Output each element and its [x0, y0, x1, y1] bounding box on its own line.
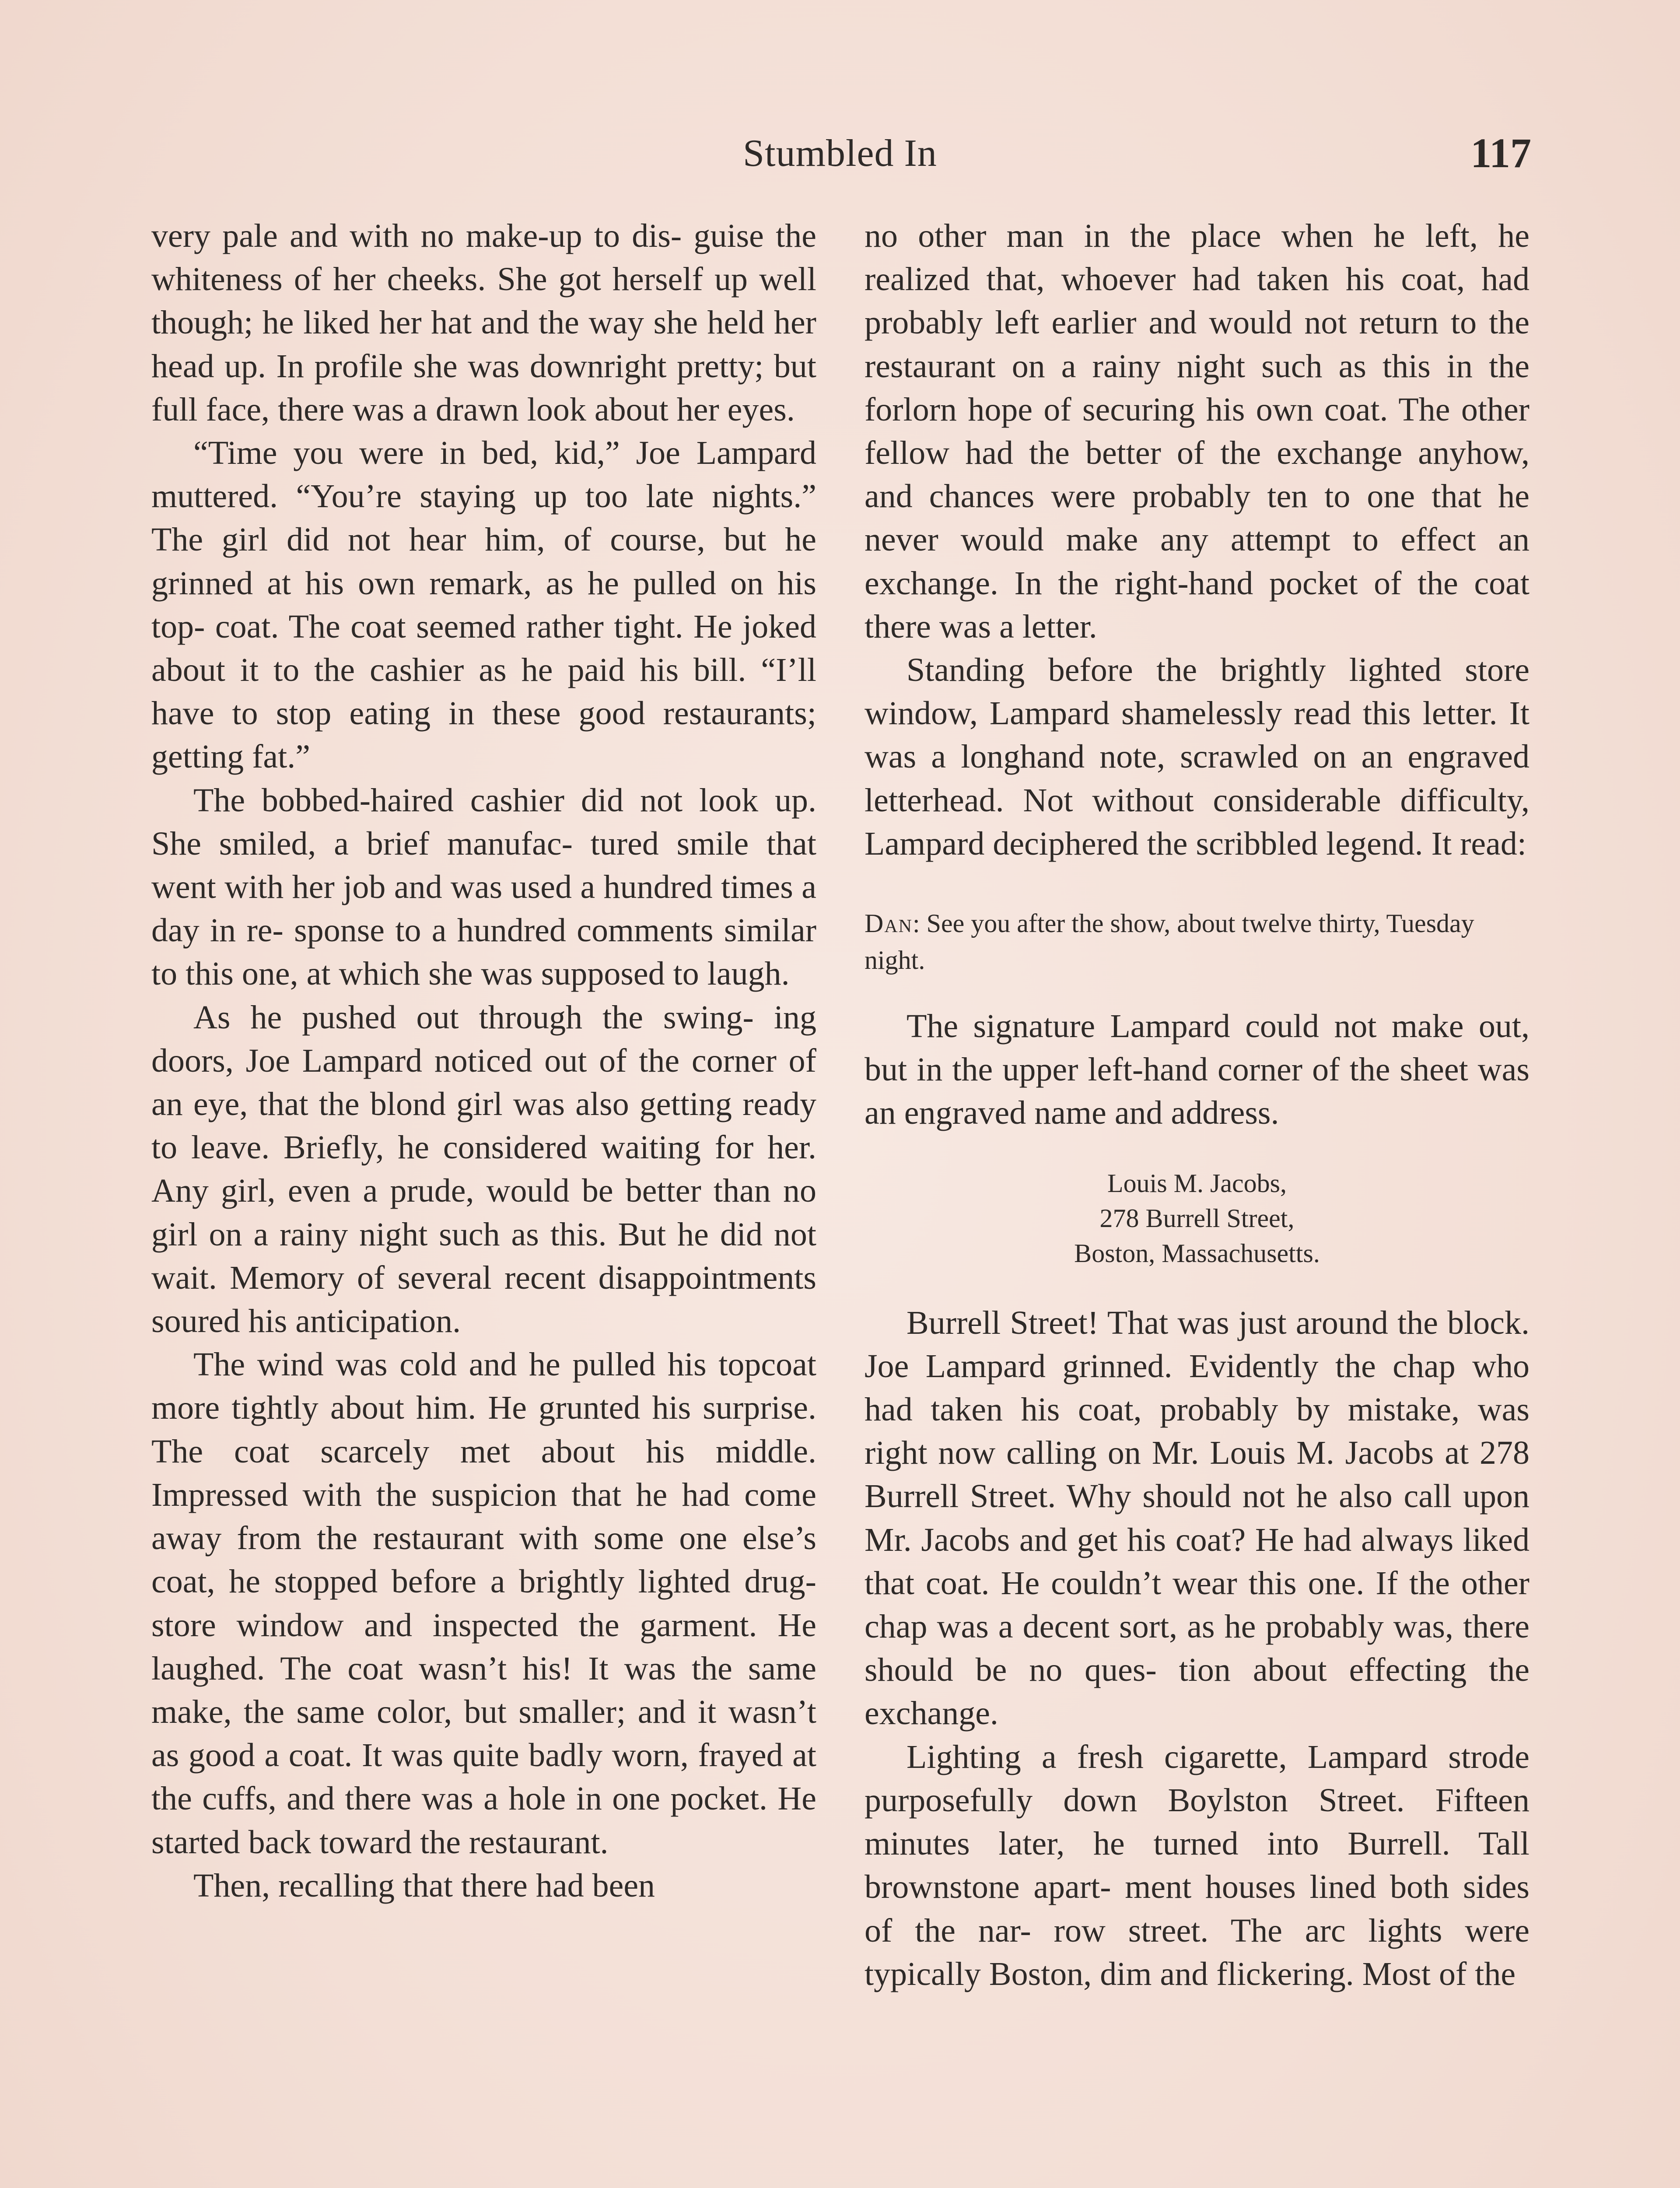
left-column [151, 214, 816, 1907]
paragraph: very pale and with no make-up to dis- guise the whiteness of her cheeks. She got herself up well though; he liked her hat and the way she held her head up. In profile she was downright pretty; but full face, there was a drawn look about her eyes. [151, 217, 816, 428]
letter-salutation: Dan [864, 909, 913, 938]
paragraph: Standing before the brightly lighted store window, Lampard shamelessly read this letter. It was a longhand note, scrawled on an engraved letterhead. Not without considerable difficulty, Lampard deciphered the scribbled legend. It read: [864, 652, 1530, 862]
paragraph: As he pushed out through the swing- ing doors, Joe Lampard noticed out of the corner of an eye, that the blond girl was also getting ready to leave. Briefly, he considered waiting for her. Any girl, even a prude, would be better than no girl on a rainy night such as this. But he did not wait. Memory of several recent disappointments soured his anticipation. [151, 999, 816, 1340]
address-city: Boston, Massachusetts. [1074, 1238, 1320, 1268]
letter-body: : See you after the show, about twelve thirty, Tuesday night. [864, 909, 1474, 975]
paragraph: Then, recalling that there had been [193, 1867, 655, 1904]
paragraph: The signature Lampard could not make out, but in the upper left-hand corner of the sheet was an engraved name and address. [864, 1008, 1530, 1132]
paragraph: Lighting a fresh cigarette, Lampard strode purposefully down Boylston Street. Fifteen minutes later, he turned into Burrell. Tall brownstone apart- ment houses lined both sides of the nar- row street. The arc lights were typically Boston, dim and flickering. Most of the [864, 1738, 1530, 1992]
paragraph: no other man in the place when he left, he realized that, whoever had taken his coat, had probably left earlier and would not return to the restaurant on a rainy night such as this in the forlorn hope of securing his own coat. The other fellow had the better of the exchange anyhow, and chances were probably ten to one that he never would make any attempt to effect an exchange. In the right-hand pocket of the coat there was a letter. [864, 217, 1530, 645]
paragraph: Burrell Street! That was just around the block. Joe Lampard grinned. Evidently the chap who had taken his coat, probably by mistake, was right now calling on Mr. Louis M. Jacobs at 278 Burrell Street. Why should not he also call upon Mr. Jacobs and get his coat? He had always liked that coat. He couldn’t wear this one. If the other chap was a decent sort, as he probably was, there should be no ques- tion about effecting the exchange. [864, 1304, 1530, 1732]
page-number: 117 [1470, 130, 1531, 176]
address-street: 278 Burrell Street, [1099, 1203, 1295, 1233]
paragraph: The bobbed-haired cashier did not look up. She smiled, a brief manufac- tured smile that went with her job and was used a hundred times a day in re- sponse to a hundred comments similar to this one, at which she was supposed to laugh. [151, 782, 816, 992]
paragraph: “Time you were in bed, kid,” Joe Lampard muttered. “You’re staying up too late nights.” The girl did not hear him, of course, but he grinned at his own remark, as he pulled on his top- coat. The coat seemed rather tight. He joked about it to the cashier as he paid his bill. “I’ll have to stop eating in these good restaurants; getting fat.” [151, 435, 816, 775]
right-column [864, 214, 1530, 1996]
address-block [864, 1166, 1530, 1271]
address-name: Louis M. Jacobs, [1107, 1168, 1287, 1198]
letter-note [864, 905, 1530, 978]
running-title: Stumbled In [743, 132, 937, 175]
running-head [0, 131, 1680, 184]
paragraph: The wind was cold and he pulled his topcoat more tightly about him. He grunted his surprise. The coat scarcely met about his middle. Impressed with the suspicion that he had come away from the restaurant with some one else’s coat, he stopped before a brightly lighted drug-store window and inspected the garment. He laughed. The coat wasn’t his! It was the same make, the same color, but smaller; and it wasn’t as good a coat. It was quite badly worn, frayed at the cuffs, and there was a hole in one pocket. He started back toward the restaurant. [151, 1346, 816, 1861]
